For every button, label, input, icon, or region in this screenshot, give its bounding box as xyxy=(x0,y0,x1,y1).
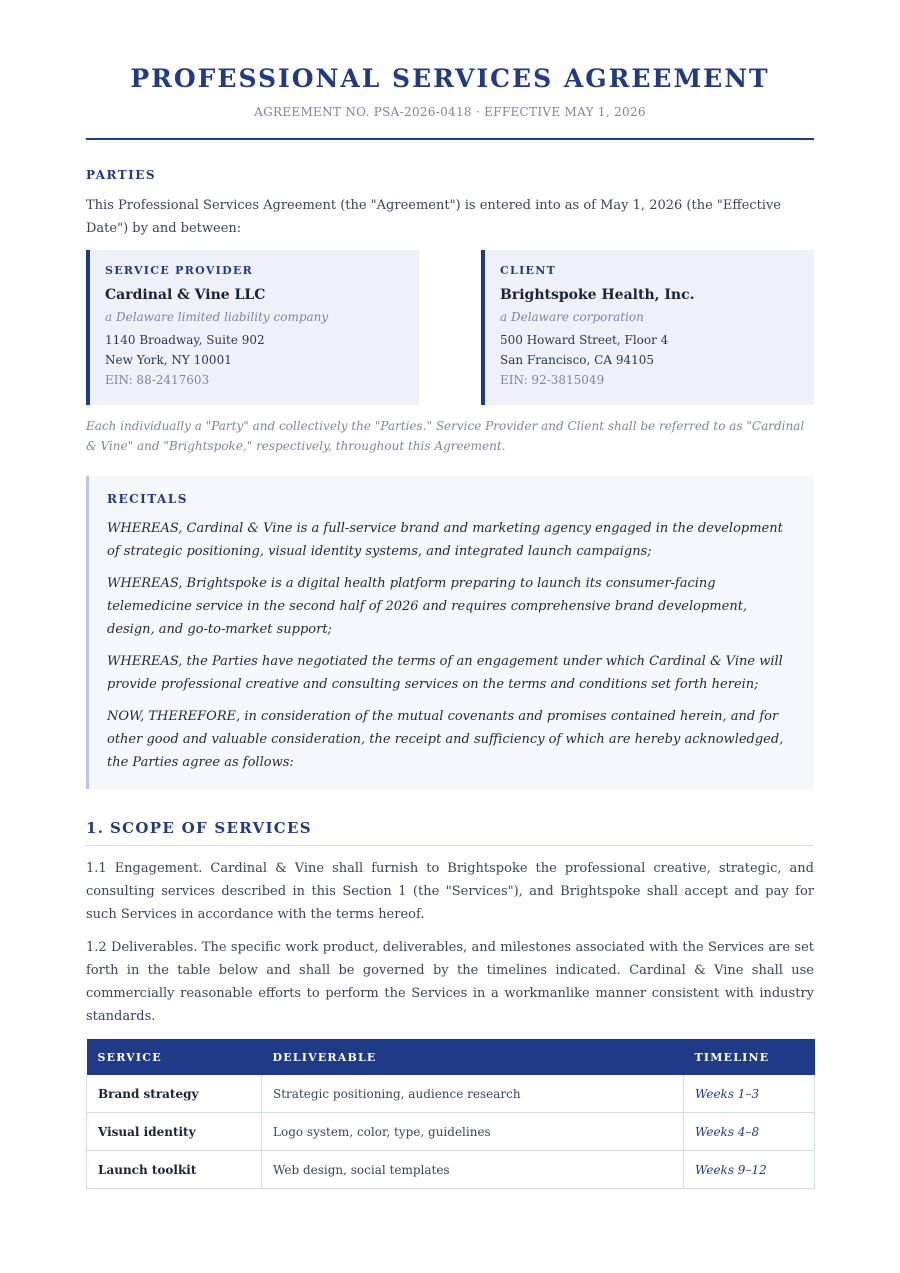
table-row xyxy=(87,1075,815,1113)
clause-1-2: 1.2 Deliverables. The specific work product, deliverables, and milestones associated with the Services are set forth in the table below and shall be governed by the timelines indicated. Cardinal & Vine shall use commercially reasonable efforts to perform the Services in a workmanlike manner consistent with industry standards. xyxy=(86,940,814,1024)
document-title: PROFESSIONAL SERVICES AGREEMENT xyxy=(130,64,770,93)
party-role: CLIENT xyxy=(500,264,557,277)
service-cell: Visual identity xyxy=(87,1113,262,1151)
column-header-deliverable: DELIVERABLE xyxy=(262,1039,684,1075)
party-cards xyxy=(86,250,814,405)
party-address-line2: San Francisco, CA 94105 xyxy=(500,353,654,367)
recitals-box xyxy=(86,476,814,789)
recital-item: NOW, THEREFORE, in consideration of the mutual covenants and promises contained herein, and for other good and valuable consideration, the receipt and sufficiency of which are hereby acknowledged, the Parties agree as follows: xyxy=(107,709,784,770)
service-provider-card xyxy=(86,250,419,405)
column-header-timeline: TIMELINE xyxy=(684,1039,815,1075)
section-1-heading xyxy=(86,818,814,846)
column-header-service: SERVICE xyxy=(87,1039,262,1075)
clause-1-1: 1.1 Engagement. Cardinal & Vine shall furnish to Brightspoke the professional creative, strategic, and consulting services described in this Section 1 (the "Services"), and Brightspoke shall accept and pay for such Services in accordance with the terms hereof. xyxy=(86,861,814,922)
deliverable-cell: Web design, social templates xyxy=(262,1151,684,1189)
service-cell: Launch toolkit xyxy=(87,1151,262,1189)
client-card xyxy=(481,250,814,405)
party-ein: EIN: 88-2417603 xyxy=(105,373,210,387)
timeline-cell: Weeks 9–12 xyxy=(684,1151,815,1189)
party-role: SERVICE PROVIDER xyxy=(105,264,254,277)
recital-item: WHEREAS, the Parties have negotiated the terms of an engagement under which Cardinal & Vine will provide professional creative and consulting services on the terms and conditions set forth herein; xyxy=(107,654,783,692)
party-address-line2: New York, NY 10001 xyxy=(105,353,232,367)
deliverable-cell: Strategic positioning, audience research xyxy=(262,1075,684,1113)
parties-heading: PARTIES xyxy=(86,168,157,182)
section-number: 1. xyxy=(86,819,105,837)
party-description: a Delaware limited liability company xyxy=(105,310,329,324)
deliverable-cell: Logo system, color, type, guidelines xyxy=(262,1113,684,1151)
table-header-row xyxy=(87,1039,815,1075)
party-ein: EIN: 92-3815049 xyxy=(500,373,605,387)
table-row xyxy=(87,1113,815,1151)
service-cell: Brand strategy xyxy=(87,1075,262,1113)
recitals-heading: RECITALS xyxy=(107,492,188,506)
header-divider xyxy=(86,138,814,140)
parties-intro: This Professional Services Agreement (the "Agreement") is entered into as of May 1, 2026 (the "Effective Date") by and between: xyxy=(86,198,782,236)
party-address-line1: 500 Howard Street, Floor 4 xyxy=(500,333,669,347)
party-address-line1: 1140 Broadway, Suite 902 xyxy=(105,333,265,347)
timeline-cell: Weeks 4–8 xyxy=(684,1113,815,1151)
recital-item: WHEREAS, Brightspoke is a digital health platform preparing to launch its consumer-facing telemedicine service in the second half of 2026 and requires comprehensive brand development, design, and go-to-market support; xyxy=(107,576,748,637)
party-name: Brightspoke Health, Inc. xyxy=(500,287,695,303)
deliverables-table xyxy=(86,1039,815,1189)
parties-note: Each individually a "Party" and collectively the "Parties." Service Provider and Client shall be referred to as "Cardinal & Vine" and "Brightspoke," respectively, throughout this Agreement. xyxy=(86,419,805,453)
timeline-cell: Weeks 1–3 xyxy=(684,1075,815,1113)
document-subtitle: AGREEMENT NO. PSA-2026-0418 · EFFECTIVE MAY 1, 2026 xyxy=(254,105,646,119)
document-body xyxy=(86,0,814,1189)
party-description: a Delaware corporation xyxy=(500,310,644,324)
section-title: SCOPE OF SERVICES xyxy=(110,819,312,837)
party-name: Cardinal & Vine LLC xyxy=(105,287,266,303)
table-row xyxy=(87,1151,815,1189)
recital-item: WHEREAS, Cardinal & Vine is a full-service brand and marketing agency engaged in the development of strategic positioning, visual identity systems, and integrated launch campaigns; xyxy=(107,521,783,559)
